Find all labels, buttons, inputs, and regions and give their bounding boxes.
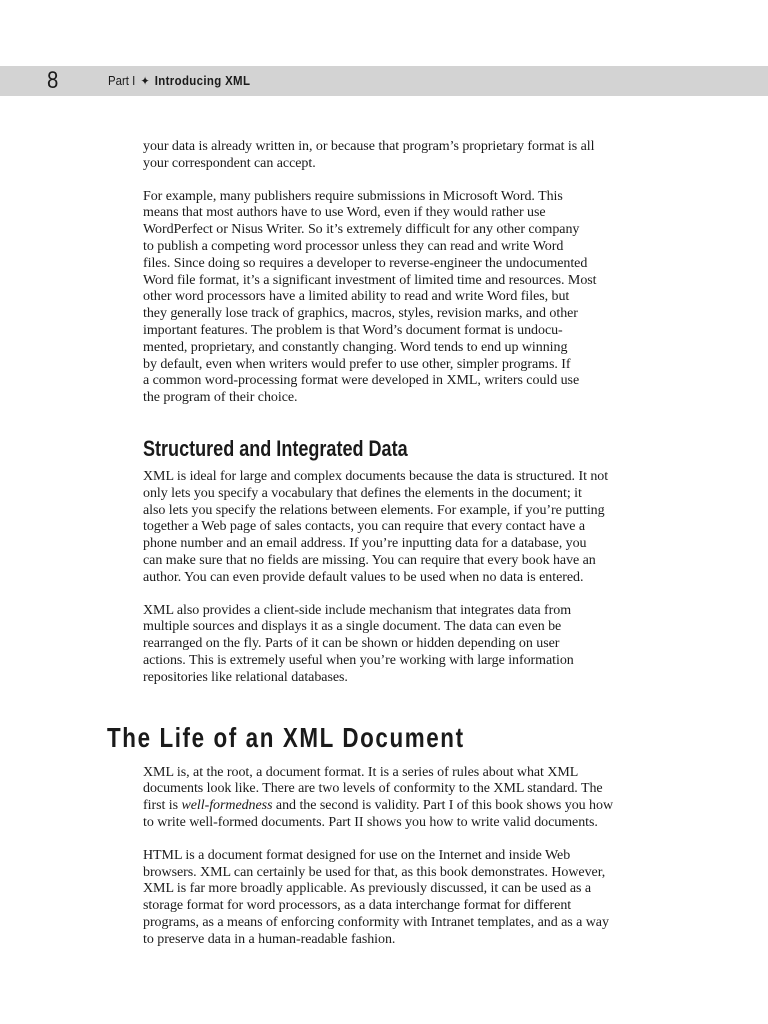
- text-run: and the second is validity. Part I of this book shows you how: [272, 798, 614, 814]
- text-line: phone number and an email address. If you’re inputting data for a database, you: [143, 536, 587, 552]
- intro-paragraph-1: [143, 139, 665, 173]
- text-line: your correspondent can accept.: [143, 155, 316, 171]
- text-line: by default, even when writers would prefer to use other, simpler programs. If: [143, 356, 571, 372]
- text-line: repositories like relational databases.: [143, 669, 348, 685]
- text-line: your data is already written in, or because that program’s proprietary format is all: [143, 139, 595, 154]
- text-line: to preserve data in a human-readable fashion.: [143, 931, 396, 947]
- text-line: files. Since doing so requires a developer to reverse-engineer the undocumented: [143, 255, 588, 271]
- text-line: mented, proprietary, and constantly changing. Word tends to end up winning: [143, 339, 568, 355]
- text-line: important features. The problem is that Word’s document format is undocu-: [143, 322, 563, 338]
- text-line: [143, 798, 665, 815]
- intro-paragraph-2: [143, 189, 665, 407]
- separator-glyph: ✦: [140, 74, 150, 88]
- structured-paragraph-1: [143, 469, 665, 587]
- life-paragraph-2: [143, 848, 665, 949]
- text-line: can make sure that no fields are missing. You can require that every book have an: [143, 552, 596, 568]
- running-head: [108, 66, 250, 96]
- text-line: XML is, at the root, a document format. It is a series of rules about what XML: [143, 764, 579, 780]
- page-body: [107, 139, 665, 964]
- text-line: to write well-formed documents. Part II shows you how to write valid documents.: [143, 814, 598, 830]
- section-heading-structured-data: Structured and Integrated Data: [143, 435, 408, 461]
- text-run: first is: [143, 798, 182, 814]
- emphasis-term: well-formedness: [181, 798, 273, 814]
- chapter-title: Introducing XML: [154, 73, 251, 88]
- text-line: other word processors have a limited ability to read and write Word files, but: [143, 289, 570, 305]
- text-line: they generally lose track of graphics, macros, styles, revision marks, and other: [143, 306, 578, 322]
- text-line: means that most authors have to use Word, even if they would rather use: [143, 205, 546, 221]
- text-line: browsers. XML can certainly be used for that, as this book demonstrates. However,: [143, 864, 606, 880]
- text-line: WordPerfect or Nisus Writer. So it’s extremely difficult for any other company: [143, 222, 580, 238]
- text-line: HTML is a document format designed for use on the Internet and inside Web: [143, 847, 571, 863]
- text-line: XML is ideal for large and complex documents because the data is structured. It not: [143, 468, 609, 484]
- text-line: Word file format, it’s a significant investment of limited time and resources. Most: [143, 272, 597, 288]
- text-line: the program of their choice.: [143, 390, 298, 406]
- text-line: documents look like. There are two levels of conformity to the XML standard. The: [143, 781, 603, 797]
- text-line: also lets you specify the relations between elements. For example, if you’re putting: [143, 502, 605, 518]
- text-line: together a Web page of sales contacts, you can require that every contact have a: [143, 519, 586, 535]
- running-header-bar: [0, 66, 768, 96]
- text-line: rearranged on the fly. Parts of it can be shown or hidden depending on user: [143, 636, 560, 652]
- text-line: author. You can even provide default values to be used when no data is entered.: [143, 569, 584, 585]
- page-number: 8: [47, 67, 59, 94]
- section-heading-life-of-xml-document: The Life of an XML Document: [107, 721, 465, 753]
- text-line: to publish a competing word processor unless they can read and write Word: [143, 238, 564, 254]
- structured-paragraph-2: [143, 603, 665, 687]
- text-line: For example, many publishers require submissions in Microsoft Word. This: [143, 188, 563, 204]
- text-line: multiple sources and displays it as a single document. The data can even be: [143, 619, 562, 635]
- text-line: a common word-processing format were developed in XML, writers could use: [143, 373, 580, 389]
- text-line: actions. This is extremely useful when you’re working with large information: [143, 652, 574, 668]
- text-line: XML also provides a client-side include mechanism that integrates data from: [143, 602, 572, 618]
- part-label: Part I: [108, 73, 136, 88]
- text-line: only lets you specify a vocabulary that defines the elements in the document; it: [143, 485, 582, 501]
- text-line: XML is far more broadly applicable. As previously discussed, it can be used as a: [143, 881, 592, 897]
- life-paragraph-1: [143, 765, 665, 832]
- text-line: programs, as a means of enforcing conformity with Intranet templates, and as a way: [143, 914, 609, 930]
- text-line: storage format for word processors, as a data interchange format for different: [143, 898, 572, 914]
